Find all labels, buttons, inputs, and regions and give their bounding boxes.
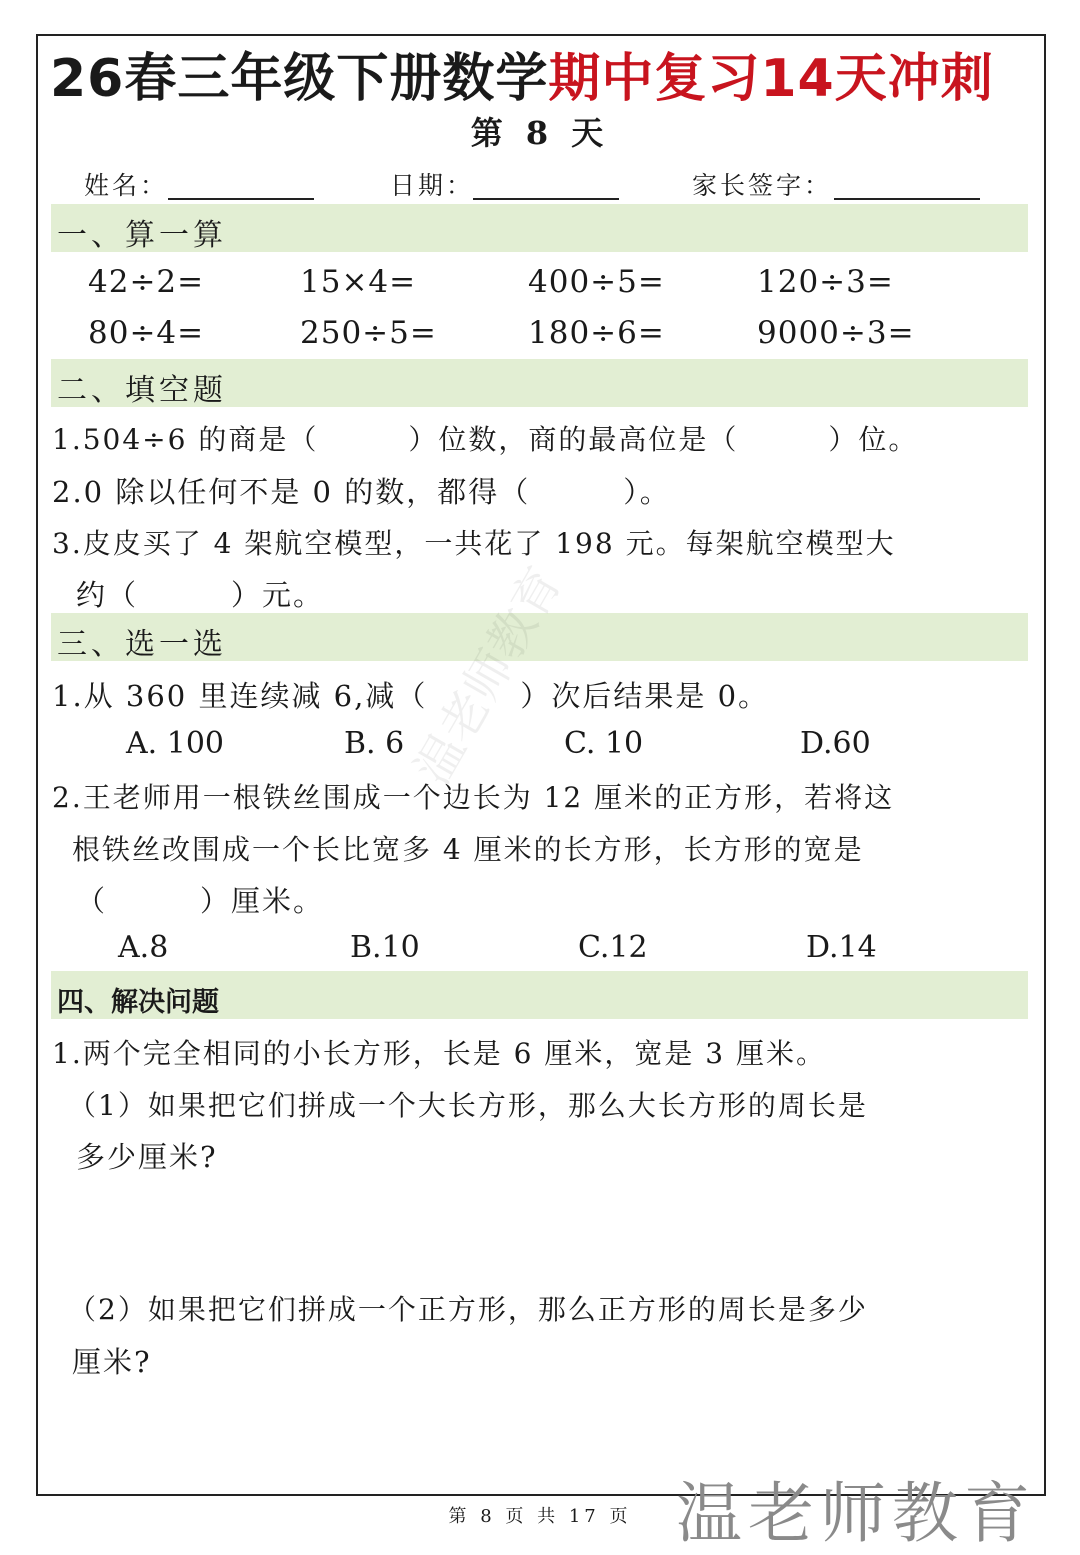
fill-question-3-cont: 约（ ）元。 [76, 578, 325, 612]
section-title: 一、算一算 [57, 218, 227, 253]
problem-question-1: 1.两个完全相同的小长方形，长是 6 厘米，宽是 3 厘米。 [52, 1037, 826, 1070]
calc-item: 120÷3= [757, 264, 894, 300]
date-blank-line[interactable] [473, 198, 619, 200]
name-label: 姓名： [84, 171, 169, 200]
diagonal-watermark: 温老师教育 [404, 557, 574, 794]
choice-option: C. 10 [564, 726, 644, 761]
section-header-calculate [51, 204, 1028, 252]
calc-item: 180÷6= [528, 315, 665, 351]
name-blank-line[interactable] [168, 198, 314, 200]
choice-option: B. 6 [344, 726, 405, 761]
title-highlight: 期中复习14天冲刺 [548, 49, 994, 109]
choice-question-2-cont: （ ）厘米。 [76, 884, 325, 918]
calc-item: 42÷2= [88, 264, 205, 300]
section-title: 四、解决问题 [57, 987, 219, 1018]
section-header-fill-blank [51, 359, 1028, 407]
choice-option: A. 100 [126, 726, 224, 761]
title-main: 26春三年级下册数学 [50, 49, 549, 109]
page-title [50, 36, 1040, 112]
calc-item: 80÷4= [88, 315, 205, 351]
problem-part-1-cont: 多少厘米? [76, 1140, 218, 1174]
date-label: 日期： [390, 171, 475, 200]
parent-signature-label: 家长签字： [692, 171, 833, 200]
section-header-problems [51, 971, 1028, 1019]
choice-option: A.8 [118, 930, 169, 965]
fill-question-3: 3.皮皮买了 4 架航空模型，一共花了 198 元。每架航空模型大 [52, 527, 896, 560]
choice-question-1: 1.从 360 里连续减 6,减（ ）次后结果是 0。 [52, 679, 770, 713]
page-footer: 第 8 页 共 17 页 [448, 1506, 632, 1527]
problem-part-1: （1）如果把它们拼成一个大长方形，那么大长方形的周长是 [68, 1089, 868, 1122]
problem-part-2-cont: 厘米? [72, 1345, 152, 1379]
corner-watermark: 温老师教育 [676, 1475, 1036, 1552]
calc-item: 9000÷3= [757, 315, 915, 351]
choice-option: D.60 [800, 726, 871, 761]
day-label: 第 8 天 [470, 114, 610, 152]
calc-item: 15×4= [300, 264, 417, 300]
section-title: 二、填空题 [57, 373, 227, 408]
parent-signature-blank-line[interactable] [834, 198, 980, 200]
section-title: 三、选一选 [57, 627, 227, 662]
choice-option: D.14 [806, 930, 877, 965]
fill-question-2: 2.0 除以任何不是 0 的数，都得（ ）。 [52, 475, 671, 509]
choice-option: B.10 [350, 930, 420, 965]
calc-item: 250÷5= [300, 315, 437, 351]
choice-question-2: 2.王老师用一根铁丝围成一个边长为 12 厘米的正方形，若将这 [52, 781, 895, 814]
fill-question-1: 1.504÷6 的商是（ ）位数，商的最高位是（ ）位。 [52, 423, 919, 456]
choice-option: C.12 [578, 930, 648, 965]
calc-item: 400÷5= [528, 264, 665, 300]
choice-question-2-cont: 根铁丝改围成一个长比宽多 4 厘米的长方形，长方形的宽是 [72, 833, 864, 866]
problem-part-2: （2）如果把它们拼成一个正方形，那么正方形的周长是多少 [68, 1293, 868, 1326]
